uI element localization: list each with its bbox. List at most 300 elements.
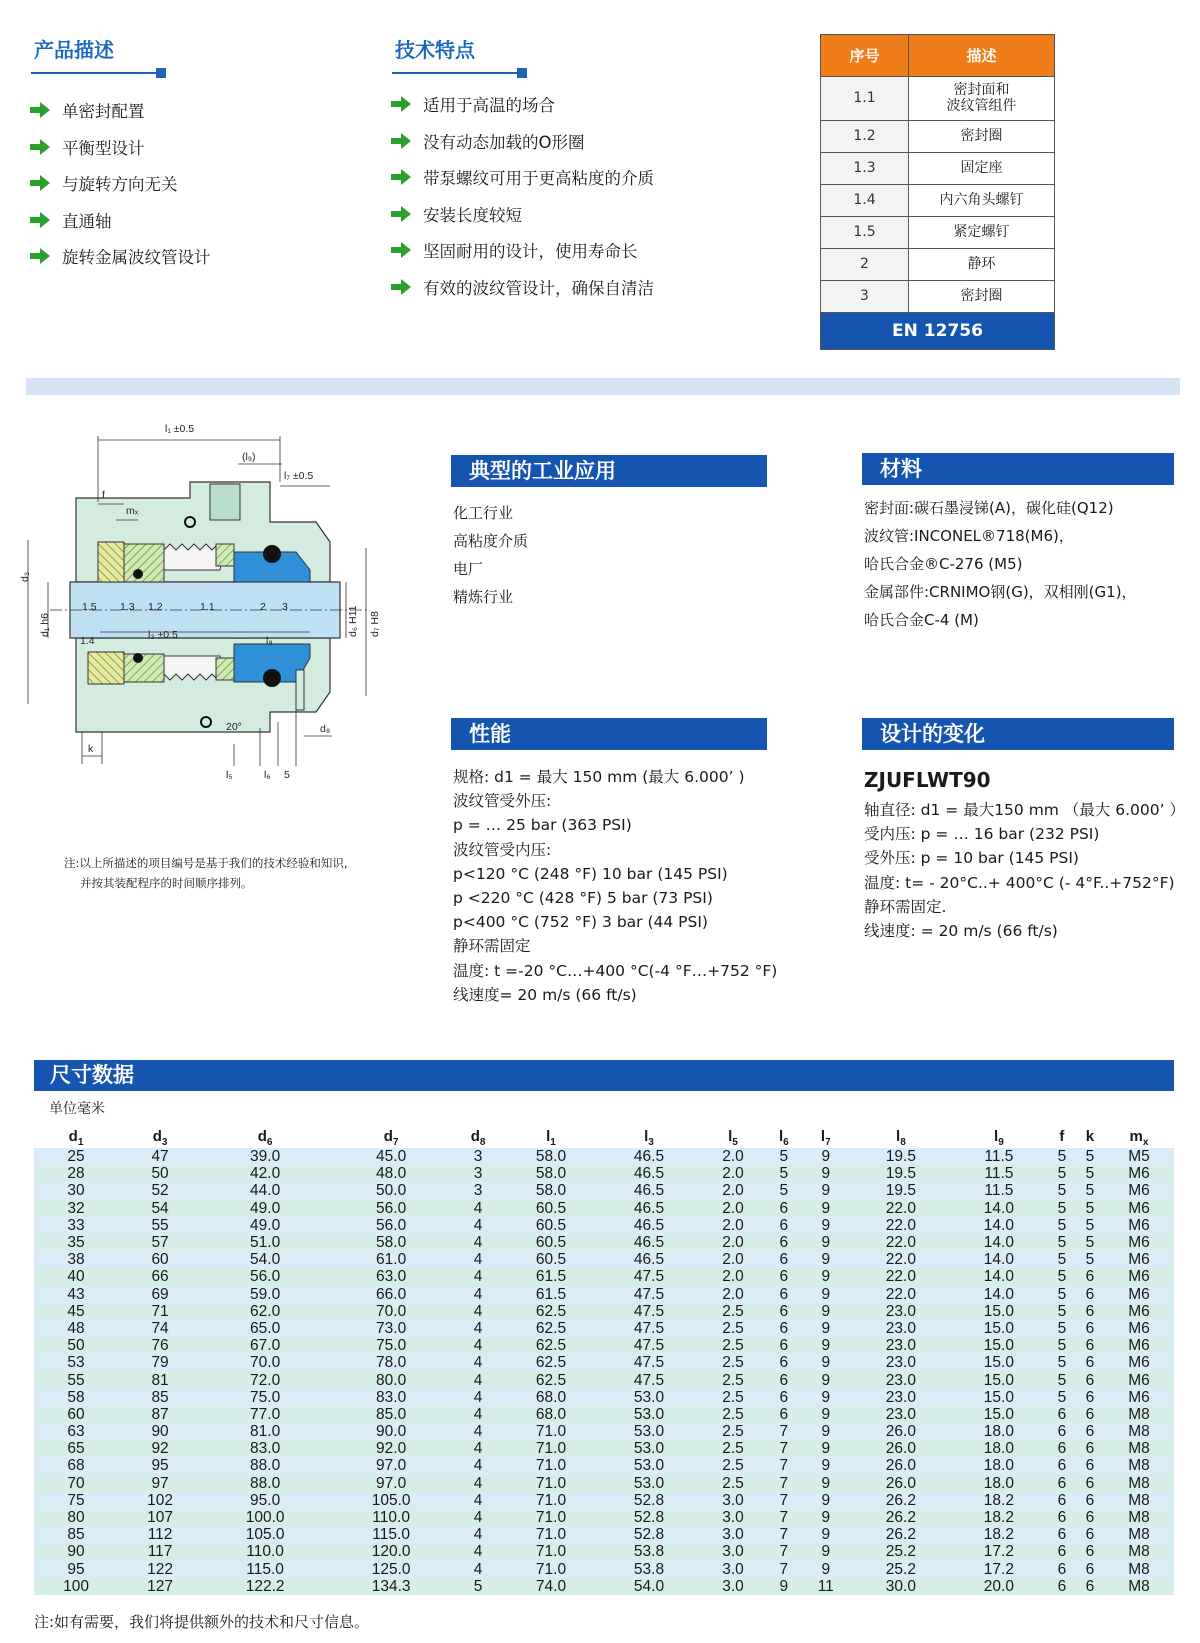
table-cell: 3	[454, 1182, 502, 1199]
parts-header-desc: 描述	[909, 35, 1055, 77]
tech-features-title: 技术特点	[395, 38, 475, 62]
table-cell: 6	[768, 1337, 800, 1354]
table-cell: 14.0	[950, 1286, 1048, 1303]
arrow-right-icon	[30, 102, 50, 118]
table-cell: 6	[1048, 1578, 1076, 1595]
table-cell: 60.5	[502, 1217, 600, 1234]
table-cell: 14.0	[950, 1268, 1048, 1285]
table-cell: 9	[800, 1475, 852, 1492]
table-row	[34, 1561, 1174, 1578]
table-row	[34, 1475, 1174, 1492]
table-cell: 3	[454, 1148, 502, 1165]
table-cell: 125.0	[328, 1561, 454, 1578]
part-number: 1.1	[821, 77, 909, 121]
table-cell: 69	[118, 1286, 202, 1303]
table-cell: 77.0	[202, 1406, 328, 1423]
table-cell: 4	[454, 1509, 502, 1526]
table-cell: 6	[1076, 1561, 1104, 1578]
table-cell: 71.0	[502, 1526, 600, 1543]
table-cell: 55	[34, 1371, 118, 1388]
text-line: 波纹管:INCONEL®718(M6)，	[864, 527, 1074, 545]
title-marker	[517, 68, 527, 78]
table-cell: 9	[768, 1578, 800, 1595]
text-line: 波纹管受外压:	[453, 792, 552, 811]
label-d7: d₇ H8	[369, 611, 381, 637]
arrow-right-icon	[30, 175, 50, 191]
table-cell: 18.0	[950, 1457, 1048, 1474]
table-cell: 47.5	[600, 1303, 698, 1320]
table-cell: 6	[768, 1268, 800, 1285]
table-cell: 23.0	[852, 1303, 950, 1320]
table-cell: 74.0	[502, 1578, 600, 1595]
table-cell: 6	[768, 1406, 800, 1423]
table-cell: 18.0	[950, 1440, 1048, 1457]
table-cell: 5	[1048, 1217, 1076, 1234]
table-cell: 5	[1048, 1268, 1076, 1285]
table-cell: 22.0	[852, 1217, 950, 1234]
table-row	[34, 1492, 1174, 1509]
text-line: 静环需固定.	[864, 897, 947, 916]
dim-column-header	[1048, 1128, 1076, 1148]
table-cell: 14.0	[950, 1200, 1048, 1217]
table-row	[34, 1543, 1174, 1560]
dim-column-header	[502, 1128, 600, 1148]
label-2: 2	[260, 601, 266, 613]
table-cell: 2.5	[698, 1440, 768, 1457]
table-row	[34, 1509, 1174, 1526]
table-cell: 17.2	[950, 1543, 1048, 1560]
table-cell: 30	[34, 1182, 118, 1199]
table-cell: M6	[1104, 1251, 1174, 1268]
table-cell: M6	[1104, 1371, 1174, 1388]
table-cell: 74	[118, 1320, 202, 1337]
part-number: 1.5	[821, 217, 909, 249]
table-cell: 22.0	[852, 1268, 950, 1285]
header-sub: 9	[998, 1137, 1004, 1148]
table-cell: 60.5	[502, 1251, 600, 1268]
table-cell: 6	[1048, 1561, 1076, 1578]
table-cell: M8	[1104, 1578, 1174, 1595]
table-cell: 5	[454, 1578, 502, 1595]
header-base: d	[152, 1128, 162, 1145]
table-cell: 90	[34, 1543, 118, 1560]
table-cell: 9	[800, 1543, 852, 1560]
table-cell: 6	[1076, 1578, 1104, 1595]
table-cell: 4	[454, 1406, 502, 1423]
label-d6: d₆ H11	[347, 605, 359, 637]
table-cell: M6	[1104, 1389, 1174, 1406]
table-cell: M8	[1104, 1423, 1174, 1440]
table-cell: 48	[34, 1320, 118, 1337]
table-row	[34, 1354, 1174, 1371]
table-cell: 85	[118, 1389, 202, 1406]
table-cell: 85	[34, 1526, 118, 1543]
table-cell: 32	[34, 1200, 118, 1217]
table-cell: 53.0	[600, 1406, 698, 1423]
table-cell: 9	[800, 1320, 852, 1337]
table-cell: 15.0	[950, 1320, 1048, 1337]
header-sub: x	[1142, 1137, 1149, 1148]
table-row	[34, 1440, 1174, 1457]
label-1-2: 1.2	[148, 601, 163, 613]
table-cell: 11.5	[950, 1165, 1048, 1182]
text-line: p <220 °C (428 °F) 5 bar (73 PSI)	[453, 889, 713, 908]
table-cell: 65	[34, 1440, 118, 1457]
table-cell: 87	[118, 1406, 202, 1423]
bullet-item	[30, 238, 211, 275]
table-cell: 9	[800, 1165, 852, 1182]
table-cell: M6	[1104, 1286, 1174, 1303]
table-cell: 4	[454, 1492, 502, 1509]
performance-list	[453, 765, 777, 1007]
table-cell: 45.0	[328, 1148, 454, 1165]
table-cell: M6	[1104, 1337, 1174, 1354]
table-cell: 9	[800, 1148, 852, 1165]
table-cell: 70.0	[328, 1303, 454, 1320]
bullet-item	[30, 165, 211, 202]
label-mx: mₓ	[126, 505, 139, 517]
table-cell: 6	[1076, 1371, 1104, 1388]
table-cell: 18.0	[950, 1475, 1048, 1492]
table-cell: 70	[34, 1475, 118, 1492]
bullet-text: 坚固耐用的设计，使用寿命长	[423, 242, 638, 262]
table-cell: 2.0	[698, 1234, 768, 1251]
table-cell: 19.5	[852, 1182, 950, 1199]
table-cell: 76	[118, 1337, 202, 1354]
parts-row	[821, 77, 1055, 121]
table-cell: 100.0	[202, 1509, 328, 1526]
table-cell: 7	[768, 1543, 800, 1560]
dim-column-header	[328, 1128, 454, 1148]
label-1-1: 1.1	[200, 601, 215, 613]
table-cell: 23.0	[852, 1406, 950, 1423]
text-line: 化工行业	[453, 504, 514, 522]
table-cell: 50.0	[328, 1182, 454, 1199]
table-cell: 54.0	[202, 1251, 328, 1268]
table-row	[34, 1200, 1174, 1217]
table-cell: 5	[1048, 1354, 1076, 1371]
table-cell: 57	[118, 1234, 202, 1251]
table-cell: 6	[1076, 1543, 1104, 1560]
table-cell: 15.0	[950, 1406, 1048, 1423]
bullet-text: 与旋转方向无关	[62, 175, 178, 195]
table-cell: 9	[800, 1217, 852, 1234]
dim-column-header	[852, 1128, 950, 1148]
table-cell: 71.0	[502, 1423, 600, 1440]
table-cell: 71	[118, 1303, 202, 1320]
table-cell: 46.5	[600, 1182, 698, 1199]
part-description: 固定座	[909, 153, 1055, 185]
table-cell: 73.0	[328, 1320, 454, 1337]
bullet-text: 平衡型设计	[62, 138, 145, 158]
text-line: 轴直径: d1 = 最大150 mm （最大 6.000’ ）	[864, 801, 1185, 819]
table-cell: 9	[800, 1423, 852, 1440]
table-cell: 6	[1076, 1268, 1104, 1285]
table-cell: 6	[1076, 1509, 1104, 1526]
table-cell: 4	[454, 1200, 502, 1217]
table-cell: M6	[1104, 1320, 1174, 1337]
table-cell: 18.0	[950, 1423, 1048, 1440]
table-cell: 5	[768, 1182, 800, 1199]
table-cell: 2.5	[698, 1457, 768, 1474]
table-cell: 47.5	[600, 1371, 698, 1388]
table-cell: M5	[1104, 1148, 1174, 1165]
table-cell: 17.2	[950, 1561, 1048, 1578]
table-cell: 79	[118, 1354, 202, 1371]
table-cell: 6	[768, 1389, 800, 1406]
table-cell: 6	[1048, 1509, 1076, 1526]
table-cell: 6	[1076, 1440, 1104, 1457]
table-cell: 2.0	[698, 1148, 768, 1165]
table-cell: 112	[118, 1526, 202, 1543]
table-cell: 58.0	[502, 1165, 600, 1182]
dim-column-header	[1076, 1128, 1104, 1148]
table-cell: 49.0	[202, 1217, 328, 1234]
table-row	[34, 1389, 1174, 1406]
table-cell: 48.0	[328, 1165, 454, 1182]
text-line: 线速度= 20 m/s (66 ft/s)	[453, 985, 637, 1004]
table-cell: 134.3	[328, 1578, 454, 1595]
arrow-right-icon	[391, 206, 411, 222]
table-cell: 115.0	[202, 1561, 328, 1578]
table-cell: 15.0	[950, 1354, 1048, 1371]
table-cell: 6	[1048, 1440, 1076, 1457]
parts-row	[821, 249, 1055, 281]
bullet-text: 旋转金属波纹管设计	[62, 248, 211, 268]
table-cell: 4	[454, 1286, 502, 1303]
table-cell: 4	[454, 1526, 502, 1543]
bullet-item	[391, 269, 654, 306]
table-cell: 11.5	[950, 1148, 1048, 1165]
table-cell: 51.0	[202, 1234, 328, 1251]
table-row	[34, 1371, 1174, 1388]
table-cell: 47.5	[600, 1354, 698, 1371]
table-cell: 47.5	[600, 1286, 698, 1303]
table-cell: 9	[800, 1371, 852, 1388]
table-cell: 53.0	[600, 1475, 698, 1492]
header-base: d	[470, 1128, 480, 1145]
table-cell: 53.8	[600, 1561, 698, 1578]
table-cell: 68.0	[502, 1406, 600, 1423]
parts-row	[821, 281, 1055, 313]
text-line: 温度: t= - 20°C..+ 400°C (- 4°F..+752°F)	[864, 873, 1175, 892]
table-cell: 5	[1076, 1182, 1104, 1199]
table-cell: 6	[1076, 1423, 1104, 1440]
label-d1: d₁ h6	[39, 613, 51, 637]
table-cell: 15.0	[950, 1337, 1048, 1354]
table-cell: 71.0	[502, 1509, 600, 1526]
table-cell: 6	[768, 1200, 800, 1217]
table-cell: 5	[1048, 1320, 1076, 1337]
table-cell: 60.5	[502, 1200, 600, 1217]
table-cell: M8	[1104, 1543, 1174, 1560]
table-cell: M8	[1104, 1526, 1174, 1543]
dimensions-title: 尺寸数据	[34, 1060, 1174, 1091]
table-cell: 9	[800, 1406, 852, 1423]
table-cell: 14.0	[950, 1217, 1048, 1234]
part-description: 密封圈	[909, 121, 1055, 153]
table-cell: 19.5	[852, 1148, 950, 1165]
table-cell: 52	[118, 1182, 202, 1199]
header-base: l	[778, 1128, 784, 1145]
table-cell: 2.5	[698, 1406, 768, 1423]
table-cell: 117	[118, 1543, 202, 1560]
table-cell: 46.5	[600, 1165, 698, 1182]
table-cell: 4	[454, 1475, 502, 1492]
table-cell: 2.5	[698, 1320, 768, 1337]
bullet-item	[391, 196, 654, 233]
table-cell: 18.2	[950, 1526, 1048, 1543]
table-cell: 122	[118, 1561, 202, 1578]
diagram-note-line2: 并按其装配程序的时间顺序排列。	[80, 876, 253, 890]
table-cell: 2.0	[698, 1251, 768, 1268]
standard-label: EN 12756	[821, 313, 1055, 350]
table-cell: 68	[34, 1457, 118, 1474]
table-cell: 56.0	[328, 1217, 454, 1234]
table-cell: 66	[118, 1268, 202, 1285]
title-marker	[156, 68, 166, 78]
table-cell: 50	[118, 1165, 202, 1182]
table-cell: 14.0	[950, 1251, 1048, 1268]
table-cell: 6	[768, 1251, 800, 1268]
table-cell: 4	[454, 1389, 502, 1406]
bullet-item	[391, 159, 654, 196]
table-cell: 2.5	[698, 1475, 768, 1492]
table-cell: 58.0	[502, 1182, 600, 1199]
text-line: 金属部件:CRNIMO钢(G)，双相刚(G1)，	[864, 583, 1137, 601]
dim-column-header	[768, 1128, 800, 1148]
table-cell: 6	[1076, 1303, 1104, 1320]
table-cell: 5	[1048, 1182, 1076, 1199]
table-cell: M8	[1104, 1509, 1174, 1526]
table-cell: 7	[768, 1475, 800, 1492]
table-cell: 7	[768, 1440, 800, 1457]
table-cell: 58	[34, 1389, 118, 1406]
label-3: 3	[282, 601, 288, 613]
table-cell: 4	[454, 1354, 502, 1371]
table-cell: M8	[1104, 1475, 1174, 1492]
table-cell: 35	[34, 1234, 118, 1251]
table-cell: 53	[34, 1354, 118, 1371]
table-cell: 50	[34, 1337, 118, 1354]
table-cell: 81.0	[202, 1423, 328, 1440]
table-cell: 6	[768, 1371, 800, 1388]
text-line: 温度: t =-20 °C…+400 °C(-4 °F…+752 °F)	[453, 961, 778, 980]
table-cell: 2.0	[698, 1165, 768, 1182]
header-base: l	[546, 1128, 551, 1145]
table-cell: 2.0	[698, 1268, 768, 1285]
table-row	[34, 1165, 1174, 1182]
table-cell: 71.0	[502, 1475, 600, 1492]
arrow-right-icon	[391, 279, 411, 295]
table-cell: 4	[454, 1457, 502, 1474]
table-cell: 23.0	[852, 1389, 950, 1406]
table-cell: 4	[454, 1371, 502, 1388]
design-variation-list	[864, 798, 1185, 943]
table-cell: 122.2	[202, 1578, 328, 1595]
table-cell: M8	[1104, 1457, 1174, 1474]
table-cell: M6	[1104, 1217, 1174, 1234]
table-cell: 2.0	[698, 1286, 768, 1303]
table-cell: 6	[1048, 1543, 1076, 1560]
table-cell: 33	[34, 1217, 118, 1234]
text-line: 静环需固定	[453, 937, 531, 956]
table-cell: 22.0	[852, 1200, 950, 1217]
bullet-item	[391, 232, 654, 269]
table-cell: 6	[1048, 1457, 1076, 1474]
table-cell: 9	[800, 1440, 852, 1457]
table-cell: 2.0	[698, 1182, 768, 1199]
table-cell: 53.0	[600, 1440, 698, 1457]
section-divider	[26, 378, 1180, 395]
table-cell: 100	[34, 1578, 118, 1595]
label-1-4: 1.4	[80, 635, 95, 647]
table-row	[34, 1303, 1174, 1320]
table-cell: 6	[768, 1234, 800, 1251]
table-cell: 15.0	[950, 1303, 1048, 1320]
text-line: p<400 °C (752 °F) 3 bar (44 PSI)	[453, 913, 708, 932]
table-cell: 52.8	[600, 1492, 698, 1509]
table-cell: M6	[1104, 1165, 1174, 1182]
dim-column-header	[698, 1128, 768, 1148]
table-cell: 26.0	[852, 1423, 950, 1440]
table-cell: 115.0	[328, 1526, 454, 1543]
header-sub: 6	[266, 1137, 273, 1148]
table-cell: 92	[118, 1440, 202, 1457]
table-cell: 6	[1048, 1423, 1076, 1440]
table-cell: 45	[34, 1303, 118, 1320]
table-cell: 44.0	[202, 1182, 328, 1199]
table-cell: 6	[1076, 1475, 1104, 1492]
table-cell: 61.5	[502, 1268, 600, 1285]
table-row	[34, 1251, 1174, 1268]
part-number: 1.2	[821, 121, 909, 153]
table-cell: 5	[1048, 1371, 1076, 1388]
header-sub: 3	[161, 1137, 168, 1148]
label-l5: l₅	[226, 769, 233, 781]
bullet-text: 直通轴	[62, 211, 112, 231]
header-sub: 8	[900, 1137, 906, 1148]
label-1-5: 1.5	[82, 601, 97, 613]
table-cell: M8	[1104, 1561, 1174, 1578]
design-variation-title: 设计的变化	[862, 718, 1174, 750]
table-cell: 4	[454, 1268, 502, 1285]
table-cell: 7	[768, 1423, 800, 1440]
table-cell: 62.5	[502, 1337, 600, 1354]
bullet-item	[30, 92, 211, 129]
dim-column-header	[454, 1128, 502, 1148]
table-cell: 88.0	[202, 1475, 328, 1492]
product-description-list	[30, 92, 211, 275]
table-cell: 23.0	[852, 1371, 950, 1388]
table-cell: 6	[1048, 1492, 1076, 1509]
table-cell: 9	[800, 1389, 852, 1406]
table-cell: 9	[800, 1526, 852, 1543]
text-line: 规格: d1 = 最大 150 mm (最大 6.000’ )	[453, 768, 745, 786]
arrow-right-icon	[391, 96, 411, 112]
table-row	[34, 1268, 1174, 1285]
table-cell: M6	[1104, 1303, 1174, 1320]
bullet-text: 安装长度较短	[423, 205, 522, 225]
table-cell: 95.0	[202, 1492, 328, 1509]
text-line: 电厂	[453, 560, 484, 578]
table-cell: 2.0	[698, 1217, 768, 1234]
table-cell: 5	[1048, 1165, 1076, 1182]
table-cell: 5	[1048, 1251, 1076, 1268]
table-cell: 52.8	[600, 1526, 698, 1543]
table-cell: 4	[454, 1337, 502, 1354]
part-description: 密封面和 波纹管组件	[909, 77, 1055, 121]
